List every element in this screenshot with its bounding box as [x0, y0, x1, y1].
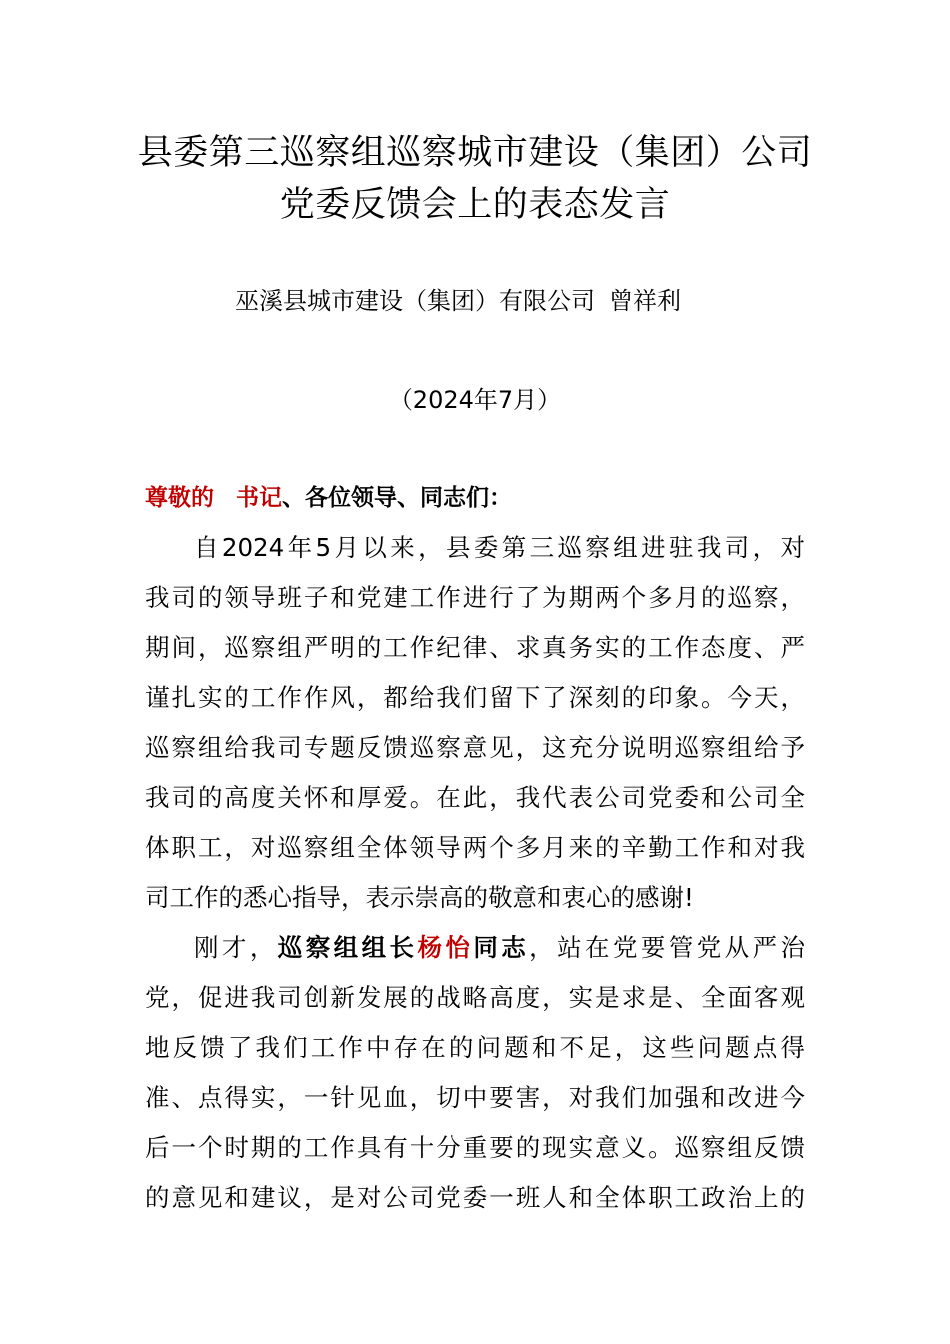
inspection-leader-honorific: 同志: [473, 933, 530, 962]
paragraph-1-line-2: 我司的领导班子和党建工作进行了为期两个多月的巡察，: [145, 583, 805, 612]
author-name: 曾祥利: [609, 287, 681, 315]
inspection-leader-name: 杨怡: [417, 933, 474, 962]
salutation-rest: 、各位领导、同志们：: [282, 485, 512, 511]
salutation-respected: 尊敬的: [145, 485, 214, 511]
paragraph-2-line-3: 地反馈了我们工作中存在的问题和不足，这些问题点得: [145, 1033, 805, 1062]
paragraph-1-line-5: 巡察组给我司专题反馈巡察意见，这充分说明巡察组给予: [145, 733, 805, 762]
paragraph-2-line-1-rest: ，站在党要管党从严治: [529, 933, 806, 962]
paragraph-1-line-1: 自2024年5月以来，县委第三巡察组进驻我司，对: [194, 533, 805, 562]
paragraph-1-line-4: 谨扎实的工作作风，都给我们留下了深刻的印象。今天，: [145, 683, 805, 712]
author-line: [0, 283, 916, 319]
paragraph-1-line-7: 体职工，对巡察组全体领导两个多月来的辛勤工作和对我: [145, 833, 805, 862]
paragraph-2-line-2: 党，促进我司创新发展的战略高度，实是求是、全面客观: [145, 983, 805, 1012]
document-title-line-2: 党委反馈会上的表态发言: [279, 185, 671, 225]
salutation: [145, 480, 512, 516]
paragraph-1-line-6: 我司的高度关怀和厚爱。在此，我代表公司党委和公司全: [145, 783, 805, 812]
paragraph-2-line-5: 后一个时期的工作具有十分重要的现实意义。巡察组反馈: [145, 1133, 805, 1162]
paragraph-2-lead: 刚才，: [194, 933, 278, 962]
author-organization: 巫溪县城市建设（集团）有限公司: [235, 287, 595, 315]
paragraph-1-line-3: 期间，巡察组严明的工作纪律、求真务实的工作态度、严: [145, 633, 805, 662]
paragraph-2-line-6: 的意见和建议，是对公司党委一班人和全体职工政治上的: [145, 1183, 805, 1212]
document-title-line-1: 县委第三巡察组巡察城市建设（集团）公司: [137, 133, 813, 173]
paragraph-1-line-8: 司工作的悉心指导，表示崇高的敬意和衷心的感谢!: [145, 883, 694, 912]
inspection-leader-title: 巡察组组长: [277, 933, 418, 962]
document-date: （2024年7月）: [388, 386, 562, 414]
salutation-secretary: 书记: [236, 485, 282, 511]
paragraph-2-line-1: [194, 930, 805, 966]
paragraph-2-line-4: 准、点得实，一针见血，切中要害，对我们加强和改进今: [145, 1083, 805, 1112]
